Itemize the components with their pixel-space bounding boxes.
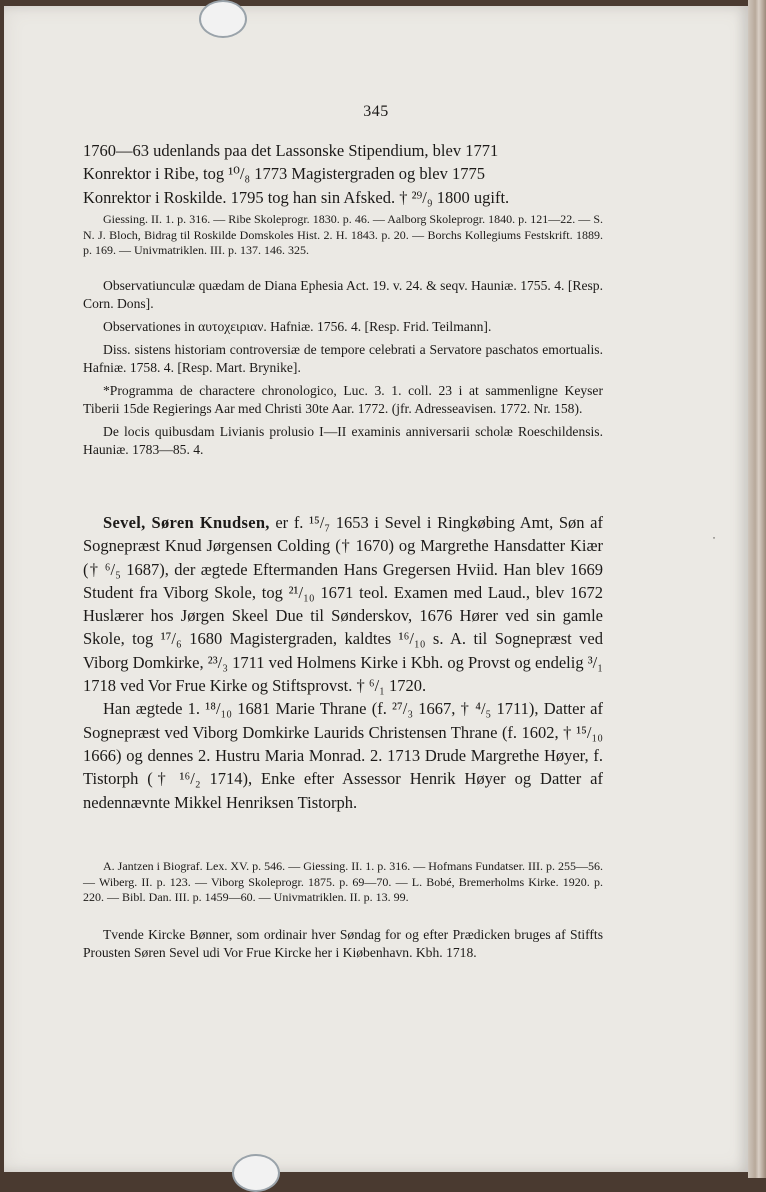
entry1-works: [83, 277, 603, 459]
entry2-works: [83, 926, 603, 962]
entry2-paragraph-2: Han ægtede 1. ¹⁸/₁₀ 1681 Marie Thrane (f. ²⁷/₃ 1667, † ⁴/₅ 1711), Datter af Sognepræst ved Viborg Domkirke Laurids Christensen Thrane (f. 1602, † ¹⁵/₁₀ 1666) og dennes 2. Hustru Maria Monrad. 2. 1713 Drude Margrethe Høyer, f. Tistorph († ¹⁶/₂ 1714), Enke efter Assessor Henrik Høyer og Datter af nedennævnte Mikkel Henriksen Tistorph.: [83, 699, 603, 812]
entry1-references: [83, 212, 603, 259]
work-5: De locis quibusdam Livianis prolusio I—II examinis anniversarii scholæ Roeschildensis. Hauniæ. 1783—85. 4.: [83, 424, 603, 457]
entry1-body: [83, 139, 603, 209]
entry2-name: Sevel, Søren Knudsen,: [103, 513, 270, 532]
entry2-paragraph-1-text: er f. ¹⁵/₇ 1653 i Sevel i Ringkøbing Amt, Søn af Sognepræst Knud Jørgensen Colding († 1670) og Margrethe Hansdatter Kiær († ⁶/₅ 1687), der ægtede Eftermanden Hans Gregersen Hviid. Han blev 1669 Student fra Viborg Skole, tog ²¹/₁₀ 1671 teol. Examen med Laud., blev 1672 Huslærer hos Jørgen Skeel Due til Sønderskov, 1676 Hører ved sin gamle Skole, tog ¹⁷/₆ 1680 Magistergraden, kaldtes ¹⁶/₁₀ s. A. til Sognepræst ved Viborg Domkirke, ²³/₃ 1711 ved Holmens Kirke i Kbh. og Provst og endelig ³/₁ 1718 ved Vor Frue Kirke og Stiftsprovst. † ⁶/₁ 1720.: [83, 513, 603, 696]
entry2-body: [83, 511, 603, 814]
book-page: [4, 6, 748, 1172]
entry2-references-text: A. Jantzen i Biograf. Lex. XV. p. 546. — Giessing. II. 1. p. 316. — Hofmans Fundatser. III. p. 255—56. — Wiberg. II. p. 123. — Viborg Skoleprogr. 1875. p. 69—70. — L. Bobé, Bremerholms Kirke. 1920. p. 220. — Bibl. Dan. III. p. 1459—60. — Univmatriklen. II. p. 13. 99.: [83, 859, 603, 904]
page-edge: [748, 0, 766, 1178]
entry1-line-3: Konrektor i Roskilde. 1795 tog han sin Afsked. † ²⁹/₉ 1800 ugift.: [83, 187, 510, 207]
page-number: 345: [363, 103, 389, 120]
entry1-references-text: Giessing. II. 1. p. 316. — Ribe Skoleprogr. 1830. p. 46. — Aalborg Skoleprogr. 1840. p. 121—22. — S. N. J. Bloch, Bidrag til Roskilde Domskoles Hist. 2. H. 1843. p. 20. — Borchs Kollegiums Festskrift. 1889. p. 169. — Univmatriklen. III. p. 137. 146. 325.: [83, 212, 603, 257]
work-4: *Programma de charactere chronologico, Luc. 3. 1. coll. 23 i at sammenligne Keyser Tiberii 15de Regierings Aar med Christi 30te Aar. 1772. (jfr. Adresseavisen. 1772. Nr. 158).: [83, 383, 603, 416]
work-1: Observatiunculæ quædam de Diana Ephesia Act. 19. v. 24. & seqv. Hauniæ. 1755. 4. [Resp. Corn. Dons].: [83, 278, 603, 311]
work-3: Diss. sistens historiam controversiæ de tempore celebrati a Servatore paschatos emortualis. Hafniæ. 1758. 4. [Resp. Mart. Brynike].: [83, 342, 603, 375]
entry2-paragraph-1: [83, 511, 603, 697]
binding-hole-top: [199, 0, 247, 38]
binding-hole-bottom: [232, 1154, 280, 1192]
entry2-work-1: Tvende Kircke Bønner, som ordinair hver Søndag for og efter Prædicken bruges af Stiffts Prousten Søren Sevel udi Vor Frue Kircke her i Kiøbenhavn. Kbh. 1718.: [83, 927, 603, 960]
entry1-line-2: Konrektor i Ribe, tog ¹⁰/₈ 1773 Magistergraden og blev 1775: [83, 164, 485, 184]
entry2-references: [83, 859, 603, 906]
work-2: Observationes in αυτοχειριαν. Hafniæ. 1756. 4. [Resp. Frid. Teilmann].: [103, 319, 492, 334]
entry1-line-1: 1760—63 udenlands paa det Lassonske Stipendium, blev 1771: [83, 141, 499, 160]
margin-mark: ˙: [712, 534, 716, 548]
